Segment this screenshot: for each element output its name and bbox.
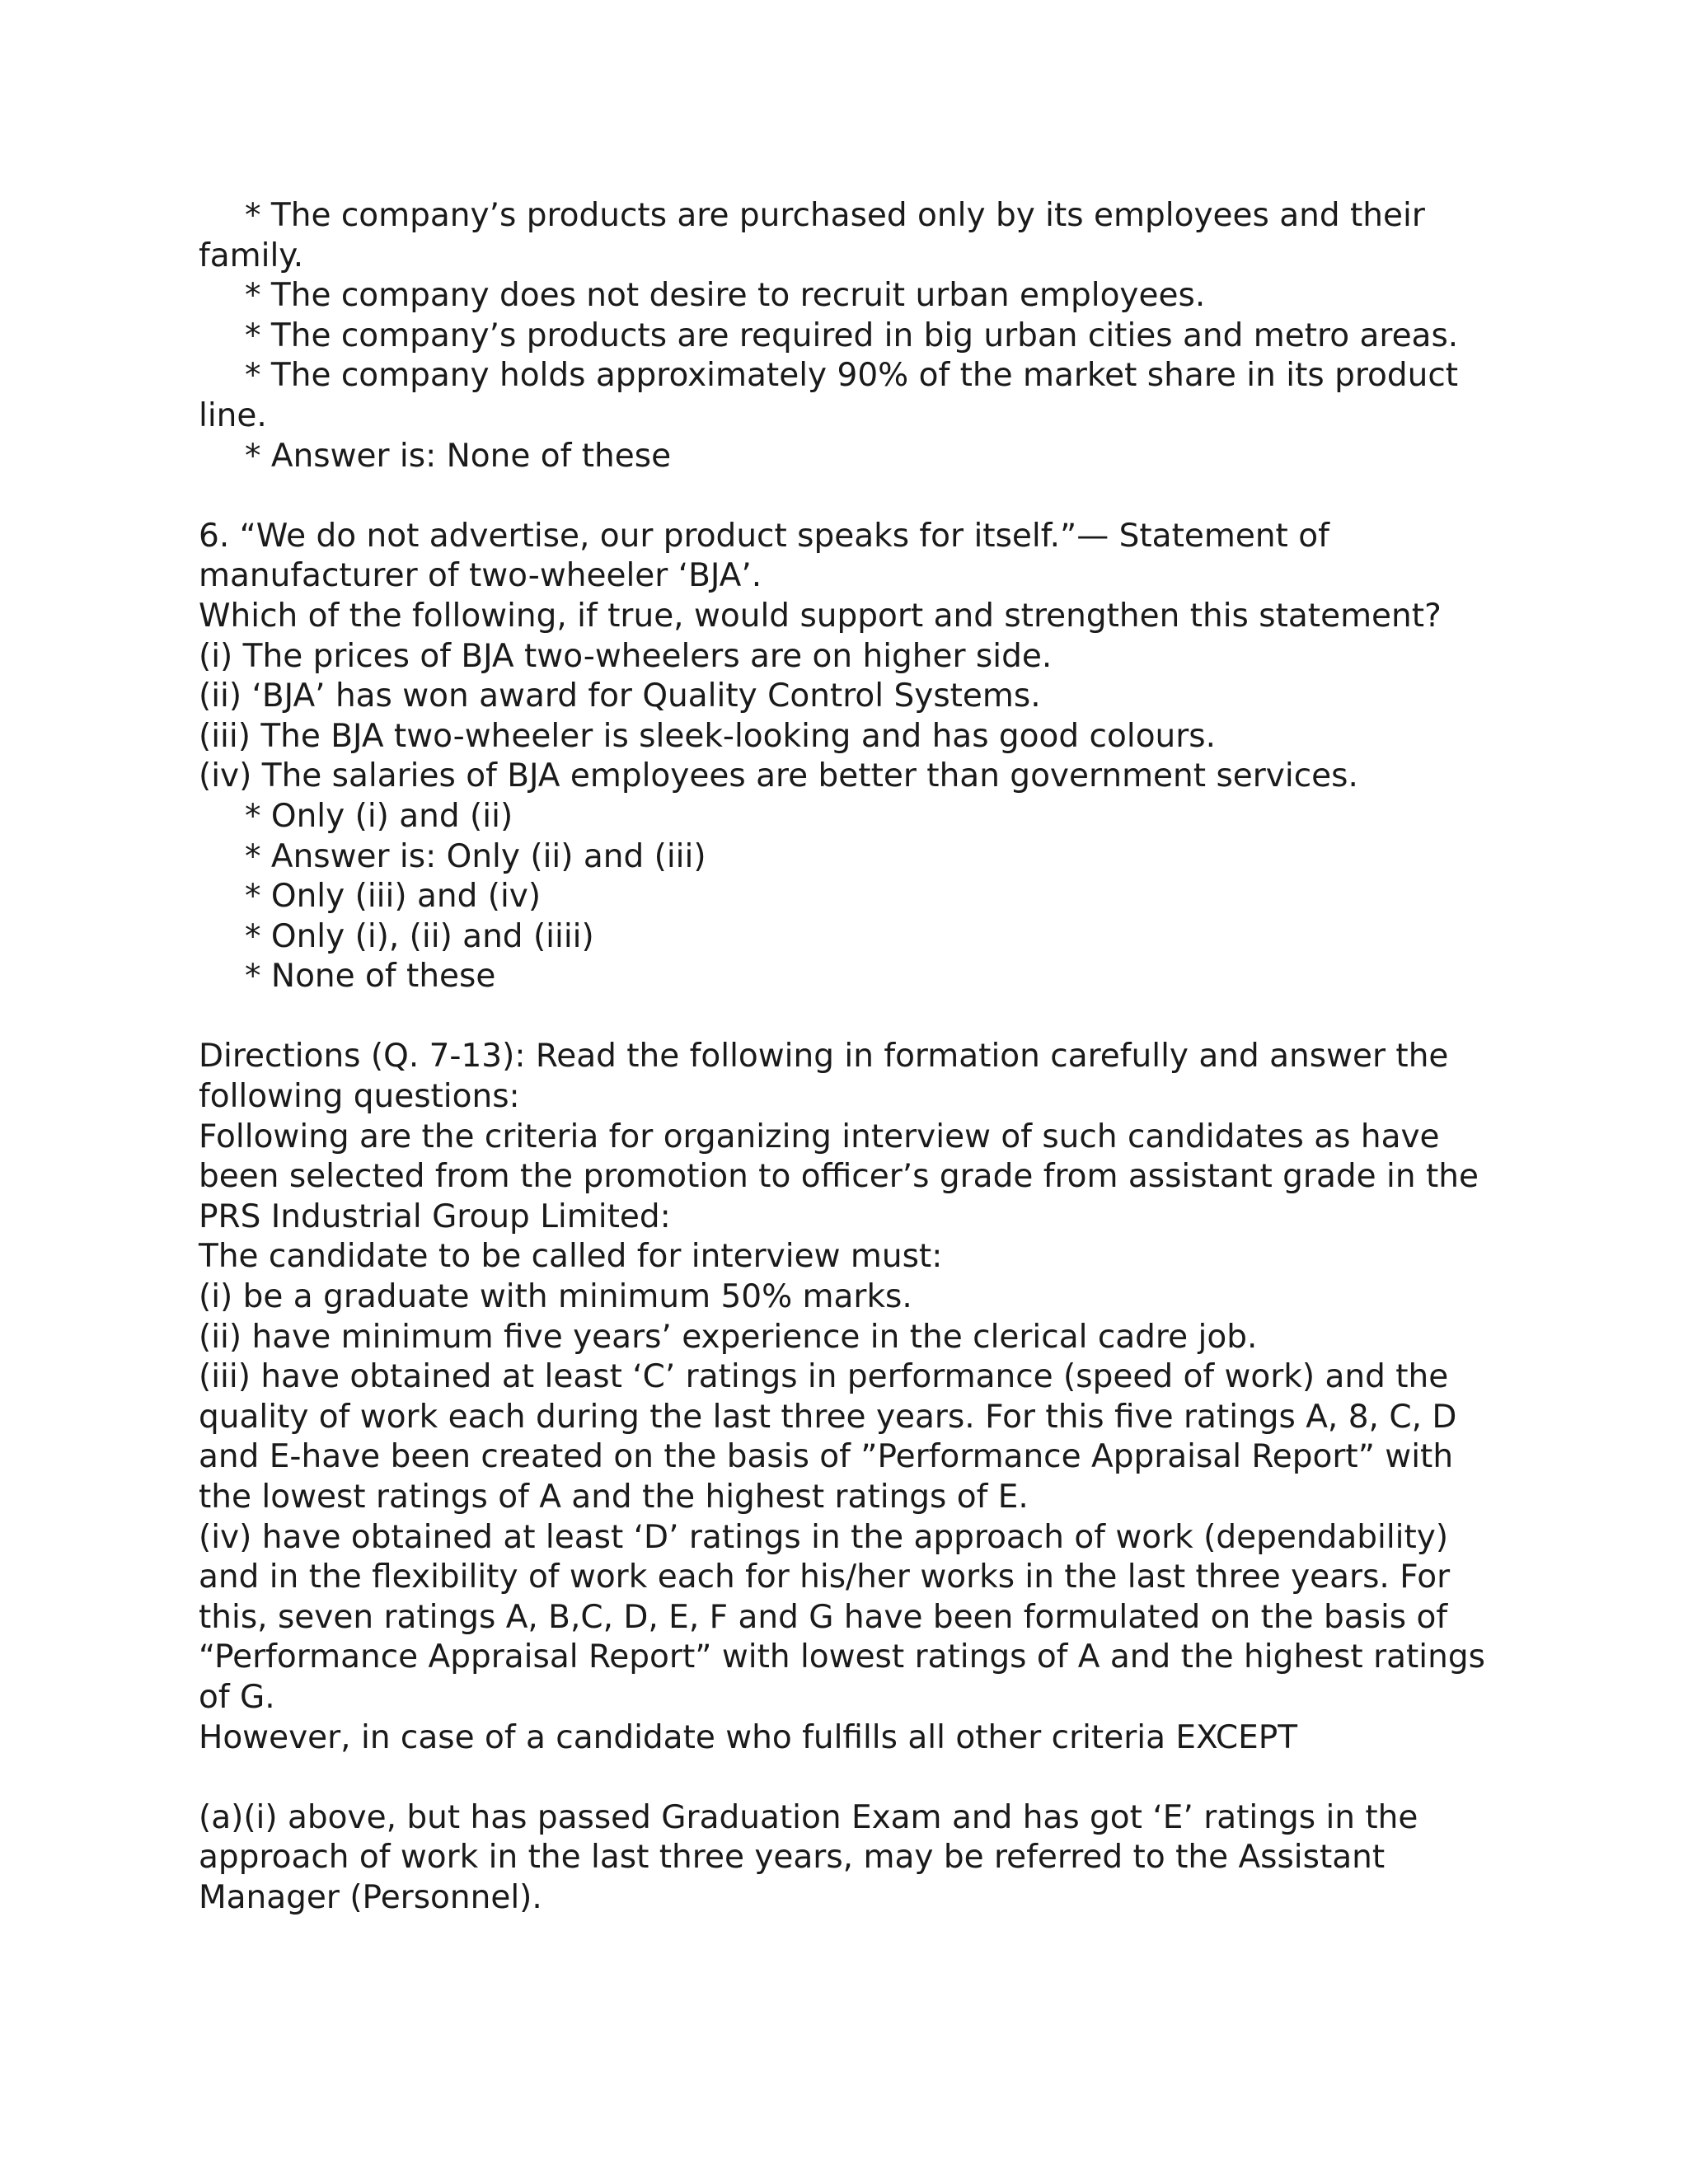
- q5-option-2: * The company does not desire to recruit urban employees.: [245, 277, 1206, 315]
- spacer: [199, 1758, 1493, 1798]
- q5-option-4: * The company holds approximately 90% of the market share in its product line.: [199, 357, 1469, 434]
- q5-options: [199, 196, 1493, 476]
- spacer: [199, 476, 1493, 517]
- q5-option-5: * Answer is: None of these: [245, 437, 672, 475]
- however-clause: However, in case of a candidate who fulfills all other criteria EXCEPT: [199, 1718, 1298, 1756]
- directions-lead: The candidate to be called for interview must:: [199, 1238, 943, 1276]
- directions-section: [199, 1037, 1496, 1758]
- q6-option-2: * Answer is: Only (ii) and (iii): [245, 837, 706, 875]
- q6-option-3: * Only (iii) and (iv): [245, 878, 542, 916]
- q6-prompt: Which of the following, if true, would support and strengthen this statement?: [199, 597, 1442, 635]
- criterion-4: (iv) have obtained at least ‘D’ ratings in the approach of work (dependability) and in the flexibility of work each for his/her works in the last three years. For this, seven ratings A, B,C, D, E, F and G have been formulated on the basis of “Performance Appraisal Report” with lowest ratings of A and the highest ratings of G.: [199, 1518, 1496, 1716]
- document-page: [199, 196, 1496, 1919]
- exception-clause: (a)(i) above, but has passed Graduation Exam and has got ‘E’ ratings in the approach of work in the last three years, may be referred to the Assistant Manager (Personnel).: [199, 1798, 1428, 1916]
- spacer: [199, 997, 1493, 1038]
- q6-option-4: * Only (i), (ii) and (iiii): [245, 917, 594, 955]
- criterion-1: (i) be a graduate with minimum 50% marks.: [199, 1278, 912, 1316]
- directions-heading: Directions (Q. 7-13): Read the following in formation carefully and answer the following questions:: [199, 1038, 1459, 1116]
- criterion-3: (iii) have obtained at least ‘C’ ratings in performance (speed of work) and the quality of work each during the last three years. For this five ratings A, 8, C, D and E-have been created on the basis of ”Performance Appraisal Report” with the lowest ratings of A and the highest ratings of E.: [199, 1358, 1467, 1516]
- directions-intro: Following are the criteria for organizing interview of such candidates as have been selected from the promotion to officer’s grade from assistant grade in the PRS Industrial Group Limited:: [199, 1118, 1489, 1235]
- q6-statement-3: (iii) The BJA two-wheeler is sleek-looking and has good colours.: [199, 717, 1217, 755]
- q5-option-1: * The company’s products are purchased only by its employees and their family.: [199, 197, 1436, 274]
- q6-option-1: * Only (i) and (ii): [245, 797, 513, 835]
- q5-option-3: * The company’s products are required in big urban cities and metro areas.: [245, 316, 1459, 354]
- q6-statement-2: (ii) ‘BJA’ has won award for Quality Control Systems.: [199, 677, 1041, 715]
- q6-statement-4: (iv) The salaries of BJA employees are better than government services.: [199, 757, 1358, 795]
- criterion-2: (ii) have minimum five years’ experience in the clerical cadre job.: [199, 1318, 1258, 1356]
- q6-option-5: * None of these: [245, 958, 496, 996]
- q6-question-text: 6. “We do not advertise, our product speaks for itself.”— Statement of manufacturer of two-wheeler ‘BJA’.: [199, 517, 1340, 595]
- question-6: [199, 517, 1493, 997]
- q6-statement-1: (i) The prices of BJA two-wheelers are on higher side.: [199, 637, 1053, 675]
